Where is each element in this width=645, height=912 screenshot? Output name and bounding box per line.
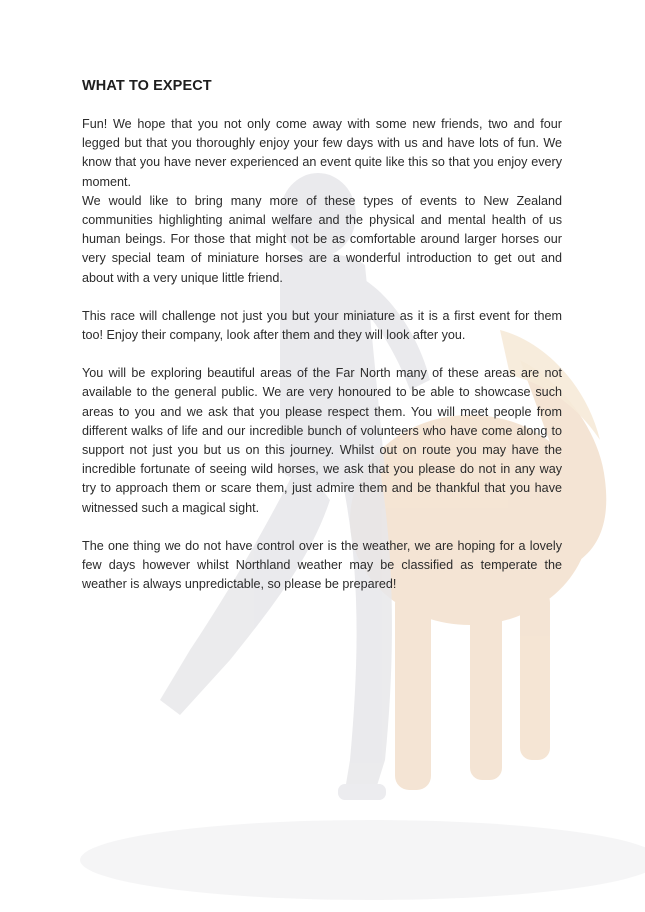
document-body: [82, 78, 562, 594]
page-title: WHAT TO EXPECT: [82, 78, 212, 94]
paragraph-weather: The one thing we do not have control over is the weather, we are hoping for a lovely few days however whilst Northland weather may be classified as temperate the weather is always unpredictable, so please be prepared!: [82, 538, 562, 592]
paragraph-far-north: You will be exploring beautiful areas of the Far North many of these areas are not available to the general public. We are very honoured to be able to showcase such areas to you and we ask that you please respect them. You will meet people from different walks of life and our incredible bunch of volunteers who have come along to support not just you but us on this journey. Whilst out on route you may have the incredible fortunate of seeing wild horses, we ask that you please do not in any way try to approach them or scare them, just admire them and be thankful that you have witnessed such a magical sight.: [82, 366, 562, 515]
paragraph-community: We would like to bring many more of these types of events to New Zealand communities highlighting animal welfare and the physical and mental health of us human beings. For those that might not be as comfortable around larger horses our very special team of miniature horses are a wonderful introduction to get out and about with a very unique little friend.: [82, 193, 562, 285]
ground-shadow: [80, 820, 645, 900]
runner-shoe: [338, 784, 386, 800]
paragraph-fun: Fun! We hope that you not only come away with some new friends, two and four legged but that you thoroughly enjoy your few days with us and have lots of fun. We know that you have never experienced an event quite like this so that you enjoy every moment.: [82, 117, 562, 189]
paragraph-challenge: This race will challenge not just you but your miniature as it is a first event for them too! Enjoy their company, look after them and they will look after you.: [82, 308, 562, 343]
